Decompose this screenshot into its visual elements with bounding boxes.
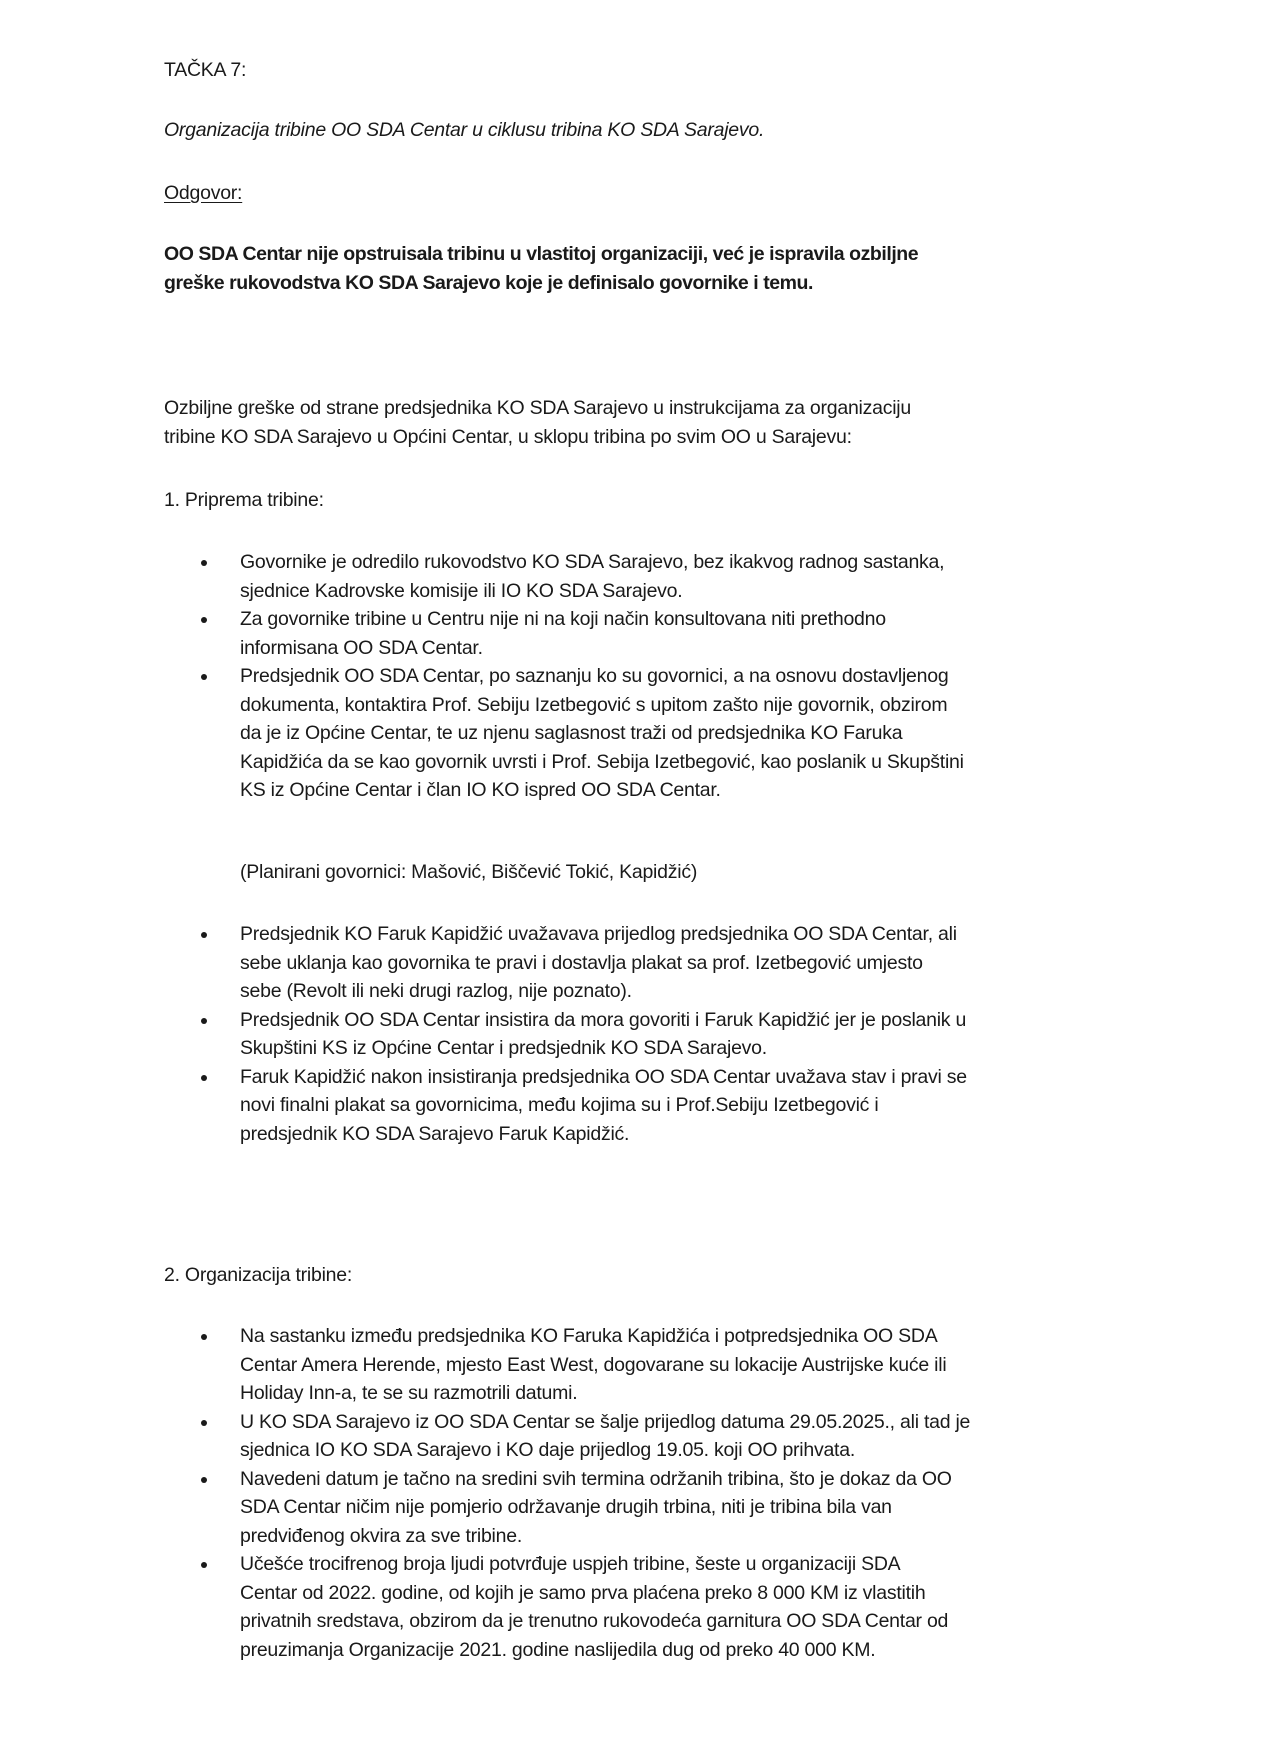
list-item-line: Govornike je odredilo rukovodstvo KO SDA Sarajevo, bez ikakvog radnog sastanka, bbox=[240, 551, 945, 573]
list-item-line: da je iz Općine Centar, te uz njenu saglasnost traži od predsjednika KO Faruka bbox=[240, 722, 903, 744]
answer-summary-line: OO SDA Centar nije opstruisala tribinu u vlastitoj organizaciji, već je ispravila ozbiljne bbox=[164, 243, 919, 265]
bullet-icon bbox=[201, 1334, 207, 1340]
list-item-line: SDA Centar ničim nije pomjerio održavanje drugih trbina, niti je tribina bila van bbox=[240, 1496, 892, 1518]
list-item-line: Za govornike tribine u Centru nije ni na koji način konsultovana niti prethodno bbox=[240, 608, 886, 630]
list-item bbox=[0, 548, 964, 605]
list-item-line: Centar od 2022. godine, od kojih je samo prva plaćena preko 8 000 KM iz vlastitih bbox=[240, 1581, 926, 1604]
bullet-icon bbox=[201, 1075, 207, 1081]
list-item-line: preuzimanja Organizacije 2021. godine naslijedila dug od preko 40 000 KM. bbox=[240, 1638, 876, 1661]
planned-speakers-note: (Planirani govornici: Mašović, Biščević Tokić, Kapidžić) bbox=[240, 861, 698, 883]
list-item-line: informisana OO SDA Centar. bbox=[240, 636, 483, 659]
list-item bbox=[0, 1550, 970, 1664]
list-item-line: sjednice Kadrovske komisije ili IO KO SDA Sarajevo. bbox=[240, 579, 683, 602]
list-item-line: Navedeni datum je tačno na sredini svih termina održanih tribina, što je dokaz da OO bbox=[240, 1467, 952, 1490]
list-item-line: predsjednik KO SDA Sarajevo Faruk Kapidžić. bbox=[240, 1122, 630, 1145]
list-item bbox=[0, 1322, 970, 1408]
section-2-bullet-list bbox=[0, 1322, 970, 1664]
section-1-title: 1. Priprema tribine: bbox=[164, 489, 324, 511]
list-item-line: U KO SDA Sarajevo iz OO SDA Centar se šalje prijedlog datuma 29.05.2025., ali tad je bbox=[240, 1410, 971, 1433]
answer-summary-line: greške rukovodstva KO SDA Sarajevo koje je definisalo govornike i temu. bbox=[164, 271, 813, 294]
list-item bbox=[0, 920, 967, 1006]
list-item-line: sebe uklanja kao govornika te pravi i dostavlja plakat sa prof. Izetbegović umjesto bbox=[240, 951, 923, 974]
list-item bbox=[0, 662, 964, 805]
intro-paragraph bbox=[164, 394, 911, 451]
list-item-line: KS iz Općine Centar i član IO KO ispred OO SDA Centar. bbox=[240, 779, 721, 801]
list-item-line: sebe (Revolt ili neki drugi razlog, nije poznato). bbox=[240, 980, 632, 1002]
section-1-bullet-list-a bbox=[0, 548, 964, 805]
list-item-line: predviđenog okvira za sve tribine. bbox=[240, 1524, 522, 1547]
item-heading: TAČKA 7: bbox=[164, 59, 247, 81]
list-item-line: dokumenta, kontaktira Prof. Sebiju Izetbegović s upitom zašto nije govornik, obzirom bbox=[240, 693, 948, 716]
list-item-line: Centar Amera Herende, mjesto East West, dogovarane su lokacije Austrijske kuće ili bbox=[240, 1353, 947, 1376]
list-item-line: privatnih sredstava, obzirom da je trenutno rukovodeća garnitura OO SDA Centar od bbox=[240, 1610, 949, 1632]
item-subject: Organizacija tribine OO SDA Centar u ciklusu tribina KO SDA Sarajevo. bbox=[164, 119, 765, 141]
list-item-line: Predsjednik OO SDA Centar, po saznanju ko su govornici, a na osnovu dostavljenog bbox=[240, 665, 949, 687]
list-item-line: Predsjednik OO SDA Centar insistira da mora govoriti i Faruk Kapidžić jer je poslanik u bbox=[240, 1008, 967, 1031]
list-item bbox=[0, 1006, 967, 1063]
list-item bbox=[0, 1063, 967, 1149]
section-1-bullet-list-b bbox=[0, 920, 967, 1148]
list-item bbox=[0, 1408, 970, 1465]
bullet-icon bbox=[201, 560, 207, 566]
list-item-line: Na sastanku između predsjednika KO Faruka Kapidžića i potpredsjednika OO SDA bbox=[240, 1325, 938, 1347]
intro-line: tribine KO SDA Sarajevo u Općini Centar, u sklopu tribina po svim OO u Sarajevu: bbox=[164, 425, 852, 448]
bullet-icon bbox=[201, 1562, 207, 1568]
list-item-line: Kapidžića da se kao govornik uvrsti i Prof. Sebija Izetbegović, kao poslanik u Skupštini bbox=[240, 750, 964, 773]
list-item-line: sjednica IO KO SDA Sarajevo i KO daje prijedlog 19.05. koji OO prihvata. bbox=[240, 1439, 855, 1461]
bullet-icon bbox=[201, 617, 207, 623]
bullet-icon bbox=[201, 1477, 207, 1483]
list-item-line: Učešće trocifrenog broja ljudi potvrđuje uspjeh tribine, šeste u organizaciji SDA bbox=[240, 1553, 901, 1575]
list-item-line: Faruk Kapidžić nakon insistiranja predsjednika OO SDA Centar uvažava stav i pravi se bbox=[240, 1065, 967, 1088]
list-item bbox=[0, 1465, 970, 1551]
list-item-line: Skupštini KS iz Općine Centar i predsjednik KO SDA Sarajevo. bbox=[240, 1037, 767, 1059]
bullet-icon bbox=[201, 932, 207, 938]
list-item bbox=[0, 605, 964, 662]
answer-label: Odgovor: bbox=[164, 182, 243, 204]
list-item-line: Predsjednik KO Faruk Kapidžić uvažavava prijedlog predsjednika OO SDA Centar, ali bbox=[240, 923, 957, 945]
answer-summary bbox=[164, 240, 918, 297]
bullet-icon bbox=[201, 674, 207, 680]
bullet-icon bbox=[201, 1018, 207, 1024]
list-item-line: Holiday Inn-a, te se su razmotrili datumi. bbox=[240, 1382, 578, 1404]
section-2-title: 2. Organizacija tribine: bbox=[164, 1264, 353, 1286]
bullet-icon bbox=[201, 1420, 207, 1426]
intro-line: Ozbiljne greške od strane predsjednika KO SDA Sarajevo u instrukcijama za organizaciju bbox=[164, 397, 911, 419]
list-item-line: novi finalni plakat sa govornicima, među kojima su i Prof.Sebiju Izetbegović i bbox=[240, 1094, 879, 1116]
